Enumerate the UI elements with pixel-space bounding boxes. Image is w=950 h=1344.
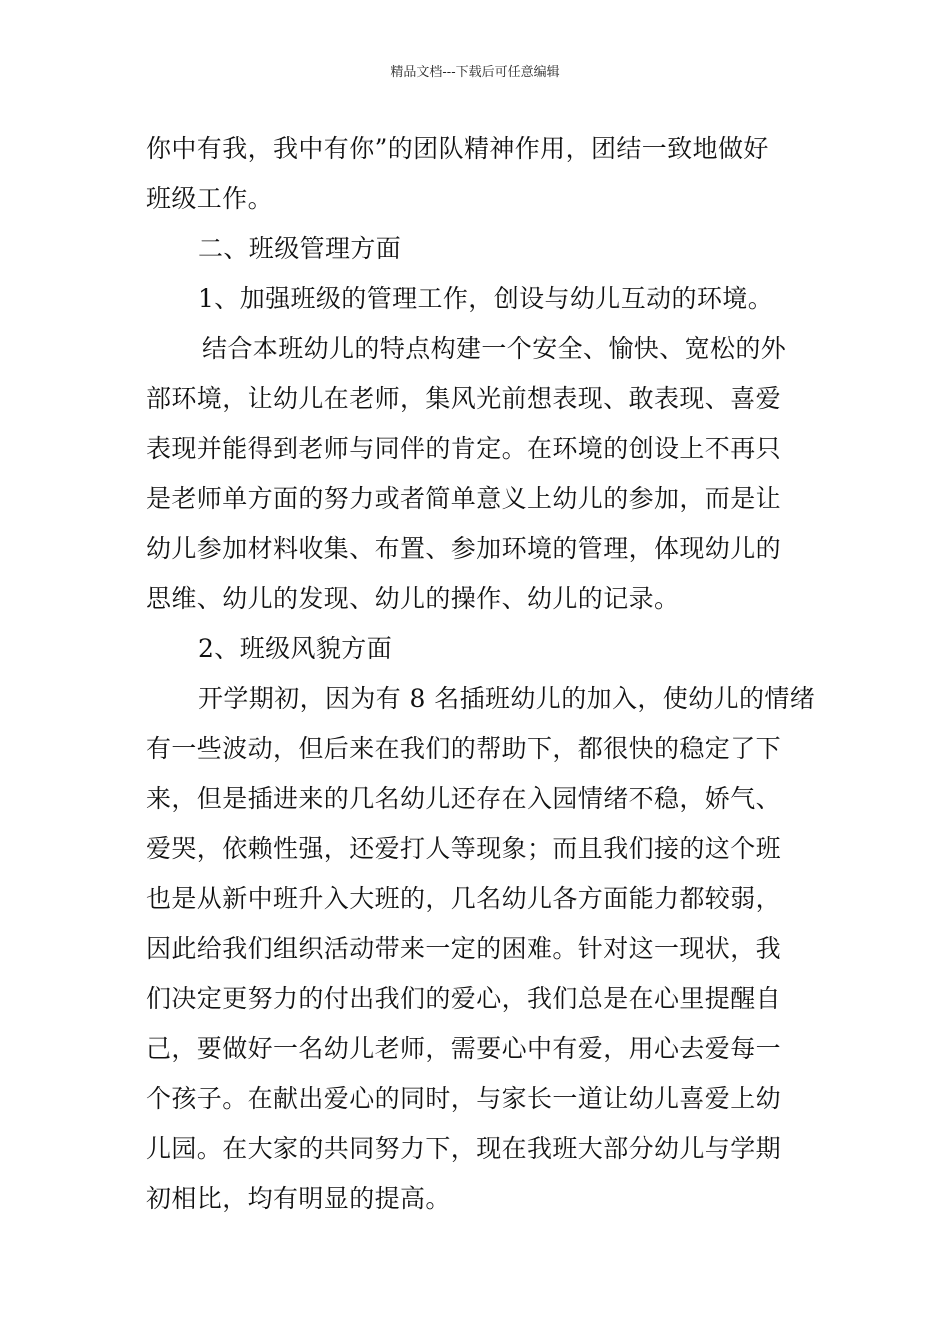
subsection-heading: 2、班级风貌方面 xyxy=(198,634,393,663)
text-line: 因此给我们组织活动带来一定的困难。针对这一现状，我 xyxy=(146,934,782,963)
text-line: 个孩子。在献出爱心的同时，与家长一道让幼儿喜爱上幼 xyxy=(146,1084,782,1113)
text-line: 初相比，均有明显的提高。 xyxy=(146,1184,451,1213)
text-line: 们决定更努力的付出我们的爱心，我们总是在心里提醒自 xyxy=(146,984,782,1013)
text-line: 有一些波动，但后来在我们的帮助下，都很快的稳定了下 xyxy=(146,734,782,763)
text-line: 来，但是插进来的几名幼儿还存在入园情绪不稳，娇气、 xyxy=(146,784,782,813)
text-line: 你中有我，我中有你”的团队精神作用，团结一致地做好 xyxy=(146,134,769,163)
page-header: 精品文档---下载后可任意编辑 xyxy=(390,65,560,80)
text-line: 爱哭，依赖性强，还爱打人等现象；而且我们接的这个班 xyxy=(146,834,782,863)
text-line: 己，要做好一名幼儿老师，需要心中有爱，用心去爱每一 xyxy=(146,1034,782,1063)
document-body xyxy=(146,124,816,1224)
text-line: 思维、幼儿的发现、幼儿的操作、幼儿的记录。 xyxy=(146,584,680,613)
section-heading: 二、班级管理方面 xyxy=(198,234,402,263)
text-line: 也是从新中班升入大班的，几名幼儿各方面能力都较弱， xyxy=(146,884,782,913)
text-line: 班级工作。 xyxy=(146,184,274,213)
text-line: 表现并能得到老师与同伴的肯定。在环境的创设上不再只 xyxy=(146,434,782,463)
text-line: 是老师单方面的努力或者简单意义上幼儿的参加，而是让 xyxy=(146,484,782,513)
text-line: 结合本班幼儿的特点构建一个安全、愉快、宽松的外 xyxy=(202,334,787,363)
text-line: 部环境，让幼儿在老师，集风光前想表现、敢表现、喜爱 xyxy=(146,384,782,413)
text-line: 儿园。在大家的共同努力下，现在我班大部分幼儿与学期 xyxy=(146,1134,782,1163)
subsection-heading: 1、加强班级的管理工作，创设与幼儿互动的环境。 xyxy=(198,284,774,313)
text-line: 开学期初，因为有 8 名插班幼儿的加入，使幼儿的情绪 xyxy=(198,684,816,713)
text-line: 幼儿参加材料收集、布置、参加环境的管理，体现幼儿的 xyxy=(146,534,782,563)
